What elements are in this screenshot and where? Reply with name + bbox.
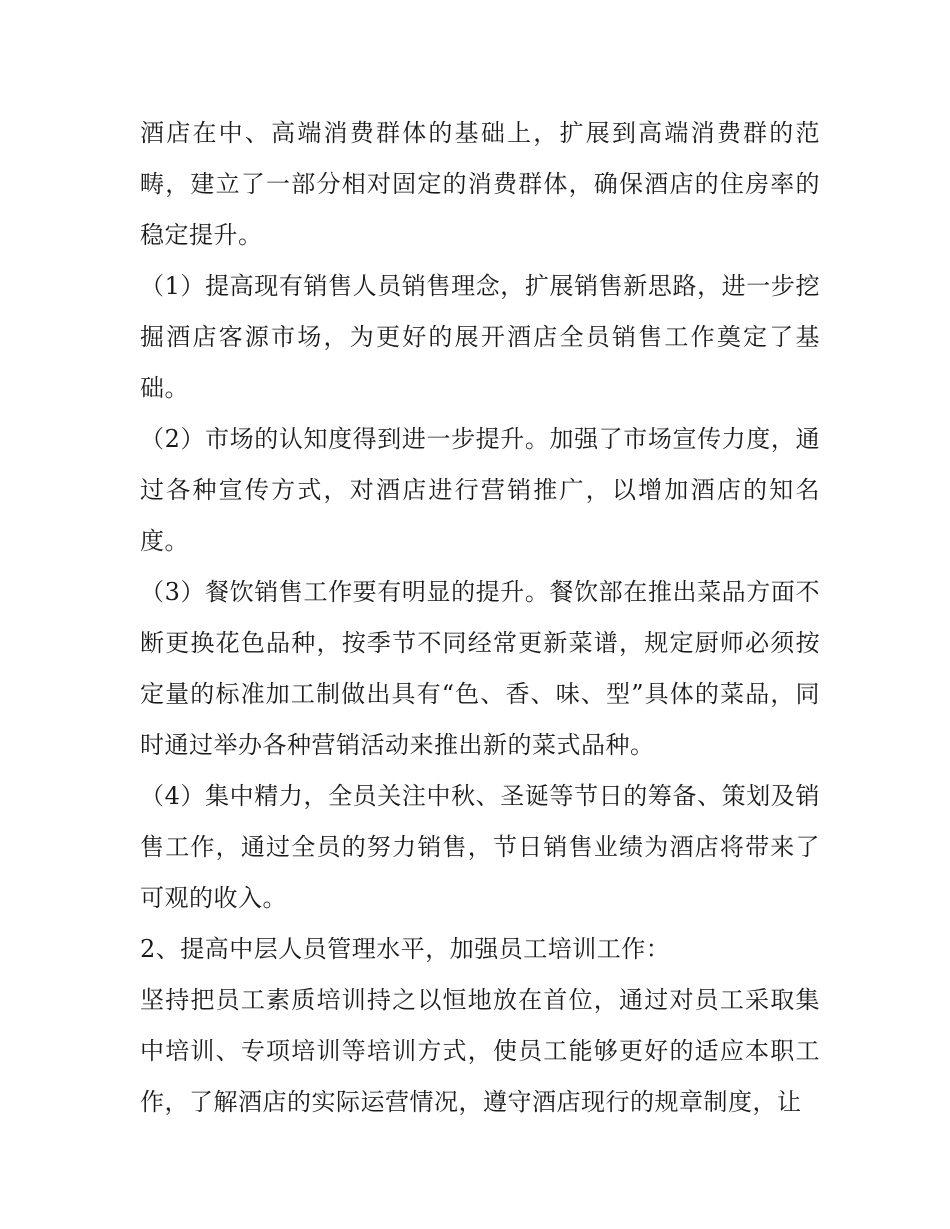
- paragraph-training: 坚持把员工素质培训持之以恒地放在首位，通过对员工采取集中培训、专项培训等培训方式，使员工能够更好的适应本职工作，了解酒店的实际运营情况，遵守酒店现行的规章制度，让: [140, 986, 820, 1116]
- paragraph-item-2: （2）市场的认知度得到进一步提升。加强了市场宣传力度，通过各种宣传方式，对酒店进行营销推广，以增加酒店的知名度。: [140, 425, 820, 555]
- paragraph-item-4: （4）集中精力，全员关注中秋、圣诞等节日的筹备、策划及销售工作，通过全员的努力销售，节日销售业绩为酒店将带来了可观的收入。: [140, 782, 820, 912]
- document-body: [140, 108, 820, 1128]
- paragraph-item-3: （3）餐饮销售工作要有明显的提升。餐饮部在推出菜品方面不断更换花色品种，按季节不同经常更新菜谱，规定厨师必须按定量的标准加工制做出具有“色、香、味、型”具体的菜品，同时通过举办各种营销活动来推出新的菜式品种。: [140, 578, 820, 759]
- section-heading: 2、提高中层人员管理水平，加强员工培训工作：: [140, 935, 671, 963]
- paragraph-item-1: （1）提高现有销售人员销售理念，扩展销售新思路，进一步挖掘酒店客源市场，为更好的展开酒店全员销售工作奠定了基础。: [140, 272, 820, 402]
- paragraph-intro: 酒店在中、高端消费群体的基础上，扩展到高端消费群的范畴，建立了一部分相对固定的消费群体，确保酒店的住房率的稳定提升。: [140, 119, 820, 249]
